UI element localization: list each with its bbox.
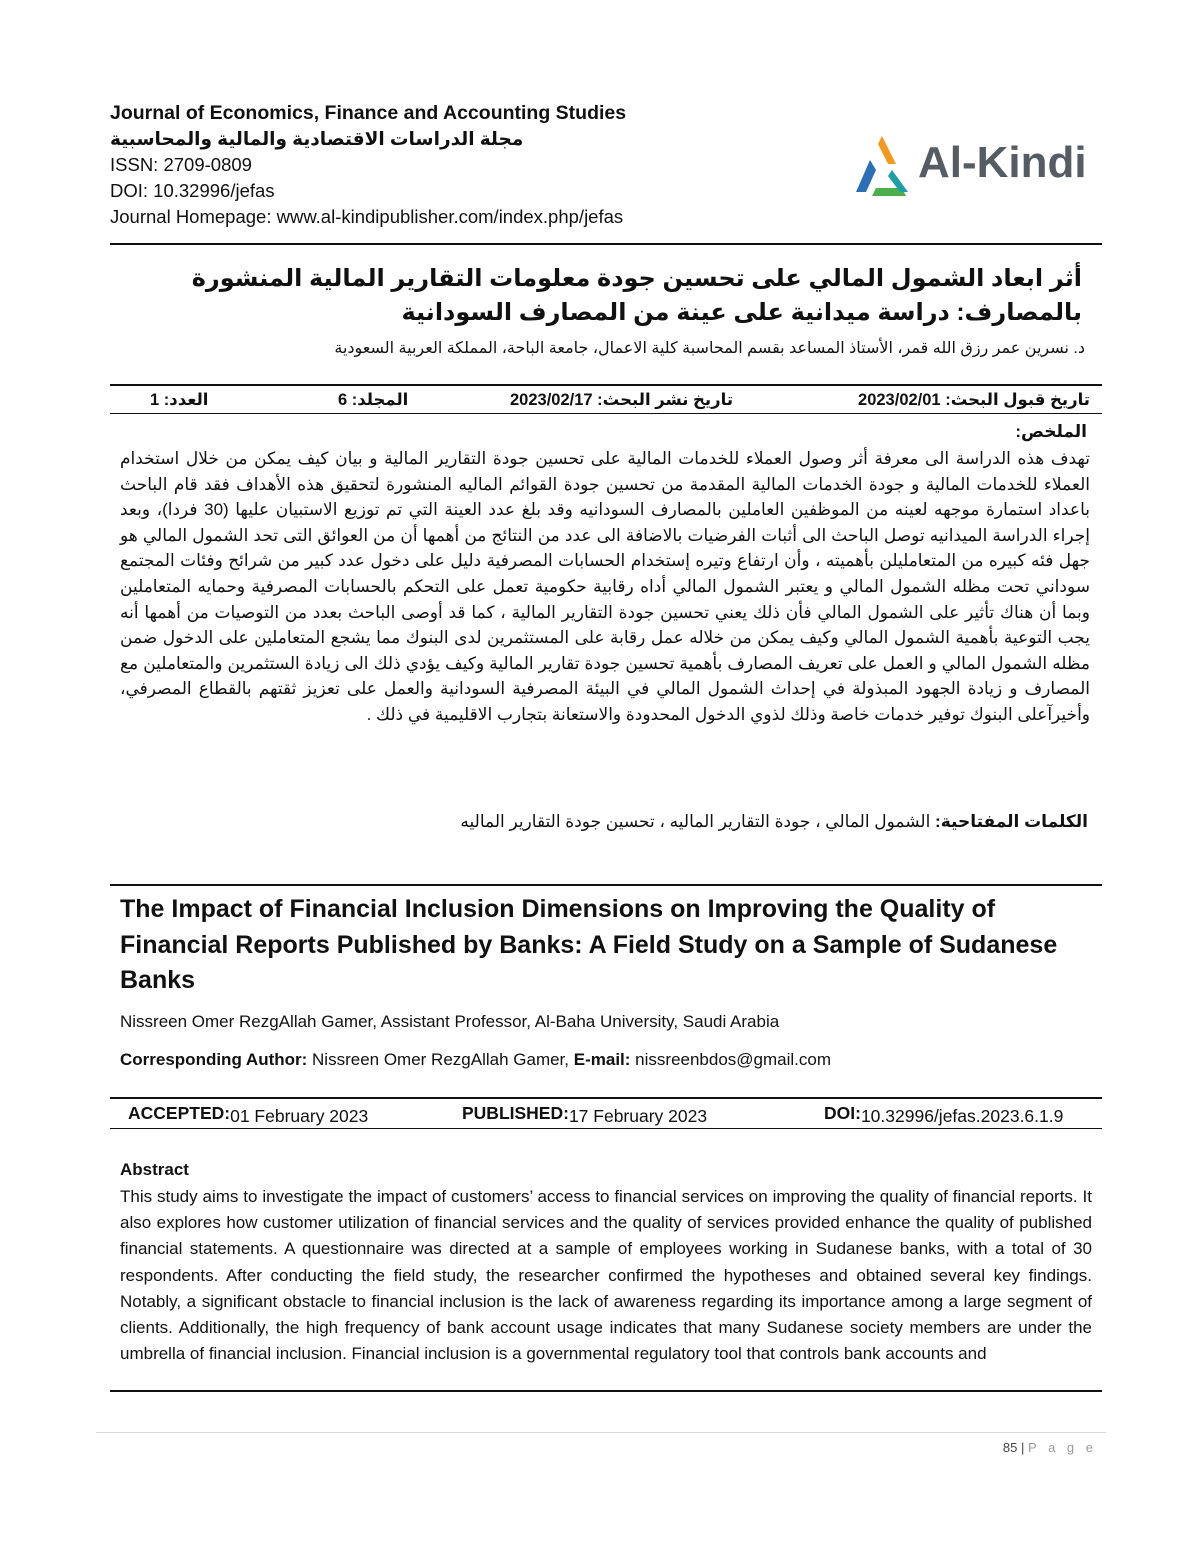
corresponding-author [120,1050,831,1070]
published-date [462,1103,708,1126]
arabic-issue: العدد: 1 [150,391,209,409]
arabic-abstract: تهدف هذه الدراسة الى معرفة أثر وصول العملاء للخدمات المالية على تحسين جودة التقارير المالية و بيان كيف يمكن من خلال استخدام العملاء للخدمات المالية و جودة الخدمات المالية المقدمة من تحسين جودة القوائم الماليه المنشورة لتحقيق هذه الأهداف فقد قام الباحث باعداد استمارة موجهه لعينه من الموظفين العاملين بالمصارف السودانيه وقد بلغ عدد العينة التي تم توزيع الاستبيان عليها (30 فردا)، وبعد إجراء الدراسة الميدانيه توصل الباحث الى أثبات الفرضيات بالاضافة الى عدد من النتائج من أهمها أن من العوائق التى تحد الشمول المالي هو جهل فئه كبيره من المتعامليلن بأهميته ، وأن ارتفاع وتيره إستخدام الحسابات المصرفية دليل على دخول عدد كبير من شرائح وفئات المجتمع سوداني تحت مظله الشمول المالي و يعتبر الشمول المالي أداه رقابية حكومية تعمل على التحكم بالحسابات المصرفية وحمايه المتعاملين وبما أن هناك تأثير على الشمول المالي فأن ذلك يعني تحسين جودة التقارير المالية ، كما قد أوصى الباحث بعدد من التوصيات من أهمها أنه يجب التوعية بأهمية الشمول المالي وكيف يمكن من خلاله عمل رقابة على المستثمرين لدى البنوك مما يشجع المتعاملين على الدخول ضمن مظله الشمول المالي و العمل على تعريف المصارف بأهمية تحسين جودة تقارير المالية وكيف يؤدي ذلك الى زيادة الستثمرين والمتعاملين مع المصارف و زيادة الجهود المبذولة في إحداث الشمول المالي في البيئة المصرفية السودانية والعمل على تعزيز ثقتهم بالقطاع المصرفي، وأخيرآعلى البنوك توفير خدمات خاصة وذلك لذوي الدخول المحدودة والاستعانة بتجارب الاقليمية في ذلك . [120,449,1090,724]
english-title: The Impact of Financial Inclusion Dimensions on Improving the Quality of Financial Reports Published by Banks: A Field Study on a Sample of Sudanese Banks [120,895,1058,994]
accepted-date [128,1103,369,1126]
journal-header [110,100,730,230]
published-value: 17 February 2023 [568,1106,708,1126]
arabic-accepted-date: تاريخ قبول البحث: 2023/02/01 [858,391,1090,409]
journal-name: Journal of Economics, Finance and Accounting Studies [110,102,627,124]
arabic-keywords-text: الشمول المالي ، جودة التقارير الماليه ، تحسين جودة التقارير الماليه [460,812,931,831]
arabic-title [182,262,1082,330]
journal-name-arabic: مجلة الدراسات الاقتصادية والمالية والمحاسبية [110,128,524,149]
page-label: P a g e [1028,1440,1097,1455]
arabic-abstract-heading: الملخص: [1015,422,1087,441]
al-kindi-logo [848,130,1088,210]
english-abstract: This study aims to investigate the impact of customers’ access to financial services on improving the quality of financial reports. It also explores how customer utilization of financial services and the quality of services provided enhance the quality of published financial statements. A questionnaire was directed at a sample of employees working in Sudanese banks, with a total of 30 respondents. After conducting the field study, the researcher confirmed the hypotheses and obtained several key findings. Notably, a significant obstacle to financial inclusion is the lack of awareness regarding its importance among a large segment of clients. Additionally, the high frequency of bank account usage indicates that many Sudanese society members are under the umbrella of financial inclusion. Financial inclusion is a governmental regulatory tool that controls bank accounts and [120,1187,1092,1364]
al-kindi-logo-icon [848,130,918,210]
arabic-keywords [460,812,1088,832]
arabic-keywords-label: الكلمات المفتاحية: [935,812,1088,831]
header-divider [110,243,1102,245]
page-number [1003,1440,1097,1455]
footer-divider [96,1432,1106,1433]
journal-doi: DOI: 10.32996/jefas [110,180,275,201]
page-number-value: 85 [1002,1440,1018,1455]
english-author: Nissreen Omer RezgAllah Gamer, Assistant Professor, Al-Baha University, Saudi Arabia [120,1012,780,1031]
page-separator: | [1021,1440,1025,1455]
doi-label: DOI: [824,1103,861,1123]
corresponding-author-name: Nissreen Omer RezgAllah Gamer, [312,1050,570,1069]
arabic-meta-bar [110,386,1102,414]
arabic-volume: المجلد: 6 [338,391,409,409]
arabic-title-line2: بالمصارف: دراسة ميدانية على عينة من المصارف السودانية [401,299,1082,326]
arabic-author: د. نسرين عمر رزق الله قمر، الأستاذ المساعد بقسم المحاسبة كلية الاعمال، جامعة الباحة، المملكة العربية السعودية [334,340,1085,357]
journal-homepage-link[interactable]: Journal Homepage: www.al-kindipublisher.com/index.php/jefas [110,206,624,227]
accepted-label: ACCEPTED: [128,1103,231,1123]
arabic-meta-bottom-rule [110,413,1102,414]
email-label: E-mail: [573,1050,631,1069]
doi-link[interactable]: 10.32996/jefas.2023.6.1.9 [860,1106,1064,1126]
arabic-published-date: تاريخ نشر البحث: 2023/02/17 [510,391,734,409]
english-meta-bar [110,1100,1102,1130]
abstract-bottom-rule [110,1390,1102,1392]
english-meta-top-rule [110,1097,1102,1099]
corresponding-email-link[interactable]: nissreenbdos@gmail.com [635,1050,832,1069]
english-meta-bottom-rule [110,1128,1102,1129]
accepted-value: 01 February 2023 [230,1106,369,1126]
journal-issn: ISSN: 2709-0809 [110,154,252,175]
english-abstract-heading: Abstract [120,1160,189,1179]
publisher-name: Al-Kindi [918,138,1087,187]
arabic-title-line1: أثر ابعاد الشمول المالي على تحسين جودة معلومات التقارير المالية المنشورة [191,265,1082,292]
published-label: PUBLISHED: [462,1103,569,1123]
english-section-rule [110,884,1102,886]
corresponding-author-label: Corresponding Author: [120,1050,308,1069]
article-doi [824,1103,1064,1126]
